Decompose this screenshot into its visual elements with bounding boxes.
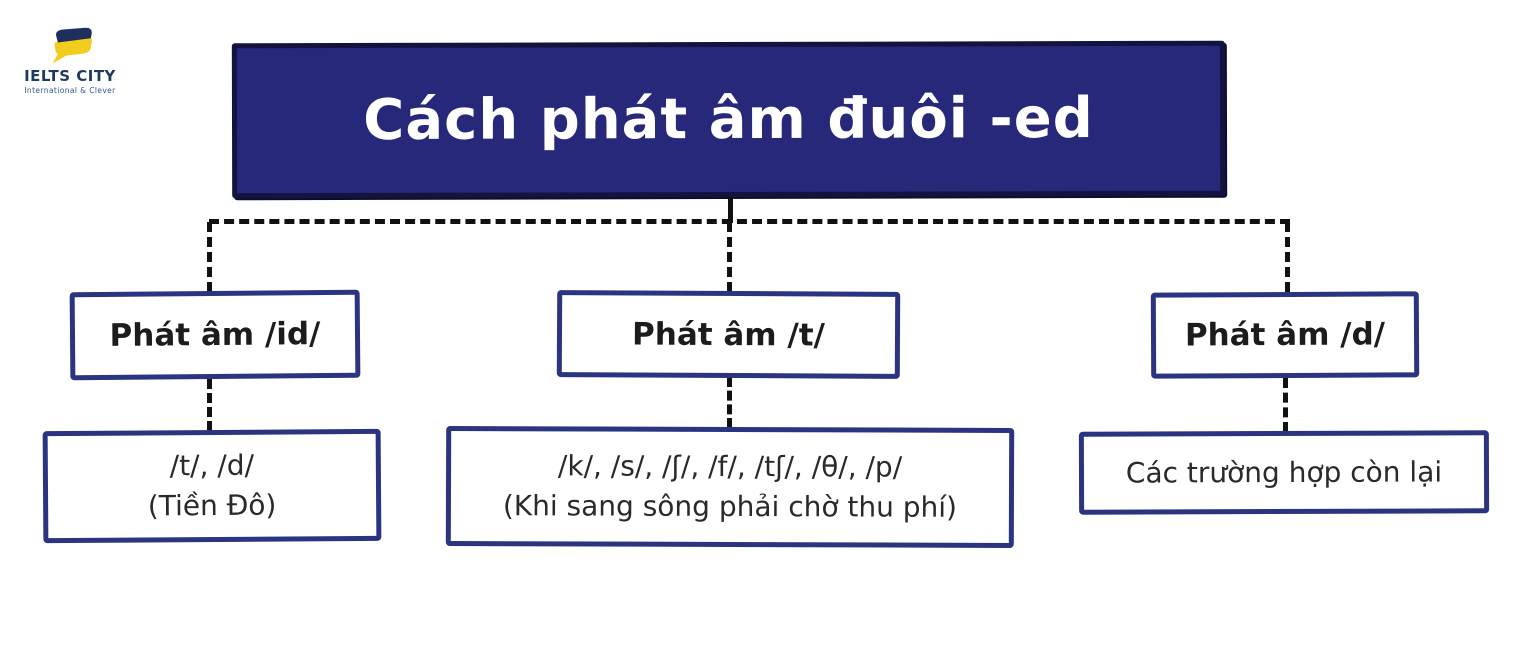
branch-id-detail-box [43, 429, 382, 543]
branch-t-detail-line-2: (Khi sang sông phải chờ thu phí) [502, 489, 958, 524]
diagram-title-banner [232, 41, 1225, 199]
connector-link-middle [727, 377, 732, 428]
branch-t-detail-box [446, 426, 1014, 548]
branch-id-detail-line-2: (Tiền Đô) [147, 488, 277, 523]
branch-d-heading: Phát âm /d/ [1184, 316, 1386, 354]
branch-id-detail-line-1: /t/, /d/ [169, 448, 255, 483]
logo-tagline: International & Clever [24, 85, 116, 95]
branch-t-heading: Phát âm /t/ [632, 315, 825, 354]
branch-d-heading-box [1151, 291, 1419, 378]
branch-d-detail-box [1079, 430, 1489, 514]
connector-drop-left [207, 222, 212, 292]
ielts-city-logo [14, 26, 126, 95]
branch-t-detail-line-1: /k/, /s/, /ʃ/, /f/, /tʃ/, /θ/, /p/ [557, 449, 903, 484]
connector-drop-middle [727, 222, 732, 292]
logo-name: IELTS CITY [24, 67, 116, 85]
diagram-title: Cách phát âm đuôi -ed [363, 86, 1094, 153]
connector-link-left [207, 379, 212, 431]
connector-horizontal-dashed [209, 219, 1290, 224]
connector-drop-right [1285, 222, 1290, 292]
branch-id-heading-box [70, 290, 361, 381]
logo-book-speech-bubble-icon [44, 26, 96, 66]
branch-d-detail-line-1: Các trường hợp còn lại [1125, 454, 1443, 490]
branch-id-heading: Phát âm /id/ [109, 316, 321, 354]
branch-t-heading-box [557, 290, 900, 379]
connector-link-right [1283, 378, 1288, 432]
